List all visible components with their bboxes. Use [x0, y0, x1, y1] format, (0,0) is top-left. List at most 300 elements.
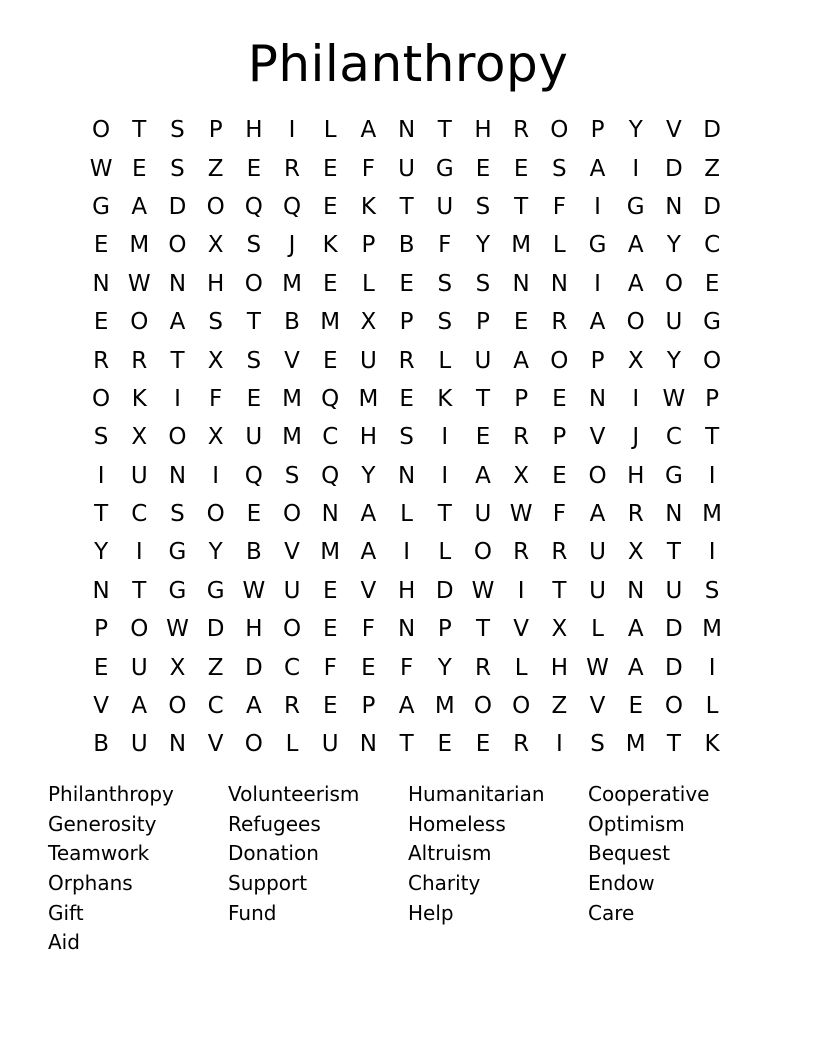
grid-letter: M: [625, 731, 646, 758]
grid-letter: M: [702, 616, 723, 643]
grid-letter: U: [321, 731, 339, 758]
grid-letter: U: [474, 347, 492, 374]
grid-letter: D: [665, 616, 683, 643]
grid-letter: L: [438, 539, 452, 566]
grid-letter: E: [93, 654, 109, 681]
grid-letter: E: [628, 693, 643, 720]
grid-letter: K: [131, 385, 147, 412]
grid-letter: U: [665, 309, 683, 336]
grid-letter: W: [509, 501, 533, 528]
word-list-item: Help: [408, 900, 454, 925]
page-title: Philanthropy: [247, 35, 569, 93]
grid-letter: G: [664, 462, 683, 489]
grid-letter: I: [135, 539, 143, 566]
grid-letter: E: [475, 424, 491, 451]
grid-letter: A: [513, 347, 530, 374]
grid-letter: A: [131, 193, 148, 220]
grid-letter: S: [399, 424, 414, 451]
grid-letter: R: [551, 539, 568, 566]
grid-letter: I: [632, 385, 640, 412]
grid-letter: O: [703, 347, 722, 374]
grid-letter: E: [322, 577, 338, 604]
grid-letter: L: [705, 693, 719, 720]
grid-letter: X: [360, 309, 377, 336]
grid-row: [82, 725, 732, 763]
grid-letter: L: [361, 270, 375, 297]
grid-letter: L: [285, 731, 299, 758]
grid-letter: W: [471, 577, 495, 604]
grid-letter: B: [245, 539, 262, 566]
grid-letter: R: [474, 654, 491, 681]
grid-letter: T: [552, 577, 567, 604]
word-list-item: Optimism: [588, 811, 685, 836]
grid-letter: O: [130, 309, 149, 336]
word-list-item: Altruism: [408, 841, 492, 866]
grid-letter: F: [361, 616, 376, 643]
grid-letter: V: [666, 117, 682, 144]
grid-letter: S: [208, 309, 223, 336]
grid-letter: S: [246, 347, 262, 374]
grid-letter: P: [476, 309, 490, 336]
grid-letter: V: [284, 539, 300, 566]
grid-letter: E: [361, 654, 376, 681]
grid-letter: I: [555, 731, 563, 758]
grid-letter: I: [708, 654, 716, 681]
grid-letter: I: [632, 155, 640, 182]
word-list-item: Aid: [48, 930, 80, 955]
grid-letter: I: [517, 577, 525, 604]
word-list-item: Gift: [48, 900, 84, 925]
grid-letter: W: [586, 654, 609, 681]
grid-letter: I: [441, 424, 449, 451]
grid-letter: M: [282, 385, 302, 412]
grid-letter: E: [437, 731, 453, 758]
grid-letter: N: [665, 193, 683, 220]
grid-letter: B: [93, 731, 109, 758]
grid-letter: U: [130, 731, 148, 758]
grid-letter: O: [168, 693, 187, 720]
grid-letter: U: [283, 577, 301, 604]
grid-letter: N: [512, 270, 530, 297]
grid-letter: J: [288, 232, 296, 259]
grid-letter: O: [244, 270, 263, 297]
grid-letter: N: [397, 616, 416, 643]
grid-row: [82, 495, 732, 533]
grid-letter: A: [589, 155, 606, 182]
grid-letter: S: [552, 155, 567, 182]
grid-letter: U: [665, 577, 683, 604]
grid-row: [82, 457, 732, 495]
grid-letter: C: [665, 424, 682, 451]
grid-letter: N: [359, 731, 378, 758]
grid-letter: Y: [94, 539, 109, 566]
grid-letter: G: [703, 309, 721, 336]
grid-letter: G: [92, 193, 110, 220]
grid-letter: E: [513, 155, 529, 182]
grid-letter: Z: [207, 654, 224, 681]
grid-letter: R: [513, 539, 530, 566]
grid-letter: O: [168, 424, 187, 451]
grid-letter: N: [168, 731, 187, 758]
grid-letter: D: [703, 193, 721, 220]
grid-letter: N: [397, 462, 416, 489]
grid-letter: A: [627, 616, 644, 643]
grid-letter: D: [168, 193, 187, 220]
grid-row: [82, 303, 732, 341]
grid-letter: X: [169, 654, 186, 681]
grid-letter: H: [474, 117, 492, 144]
grid-letter: T: [666, 539, 681, 566]
grid-letter: S: [704, 577, 720, 604]
grid-letter: N: [168, 270, 187, 297]
grid-letter: O: [92, 385, 111, 412]
grid-letter: D: [703, 117, 721, 144]
grid-letter: P: [94, 616, 109, 643]
grid-letter: O: [206, 193, 225, 220]
grid-letter: M: [358, 385, 379, 412]
grid-letter: H: [207, 270, 225, 297]
grid-letter: U: [359, 347, 377, 374]
grid-letter: V: [93, 693, 109, 720]
grid-letter: T: [705, 424, 720, 451]
grid-letter: Y: [361, 462, 376, 489]
word-list-item: Teamwork: [48, 841, 150, 866]
grid-letter: E: [246, 385, 262, 412]
grid-letter: A: [589, 501, 606, 528]
word-list-item: Care: [588, 900, 635, 925]
grid-letter: U: [130, 654, 148, 681]
grid-letter: T: [437, 501, 452, 528]
grid-letter: P: [399, 309, 414, 336]
grid-letter: R: [284, 693, 301, 720]
grid-letter: O: [282, 616, 302, 643]
word-list-item: Philanthropy: [48, 782, 174, 806]
grid-letter: E: [322, 693, 338, 720]
grid-letter: V: [589, 693, 606, 720]
word-list-item: Support: [228, 871, 308, 896]
grid-letter: H: [359, 424, 378, 451]
grid-letter: C: [284, 654, 301, 681]
grid-letter: Z: [207, 155, 224, 182]
grid-letter: X: [207, 232, 224, 259]
grid-letter: A: [131, 693, 148, 720]
grid-letter: M: [282, 424, 302, 451]
grid-letter: M: [320, 309, 341, 336]
grid-letter: E: [399, 385, 414, 412]
grid-letter: S: [170, 501, 185, 528]
grid-letter: T: [132, 577, 147, 604]
grid-letter: X: [627, 347, 644, 374]
grid-letter: E: [399, 270, 414, 297]
grid-letter: Q: [244, 462, 263, 489]
grid-letter: X: [627, 539, 644, 566]
grid-row: [82, 687, 732, 725]
grid-letter: A: [627, 232, 644, 259]
grid-letter: B: [284, 309, 300, 336]
grid-letter: O: [588, 462, 607, 489]
grid-letter: F: [323, 654, 337, 681]
grid-letter: R: [93, 347, 110, 374]
grid-letter: Y: [208, 539, 223, 566]
grid-letter: R: [513, 117, 530, 144]
word-list-item: Bequest: [588, 841, 670, 866]
letter-grid: [82, 111, 732, 764]
grid-letter: E: [513, 309, 529, 336]
grid-letter: E: [475, 731, 491, 758]
grid-letter: R: [627, 501, 644, 528]
grid-letter: K: [704, 731, 720, 758]
grid-letter: X: [513, 462, 530, 489]
grid-letter: T: [246, 309, 261, 336]
grid-letter: L: [438, 347, 452, 374]
grid-letter: A: [245, 693, 262, 720]
grid-letter: Y: [666, 347, 681, 374]
grid-letter: U: [398, 155, 416, 182]
grid-letter: M: [282, 270, 302, 297]
grid-letter: I: [441, 462, 449, 489]
grid-letter: V: [589, 424, 606, 451]
grid-letter: R: [398, 347, 415, 374]
grid-letter: P: [552, 424, 567, 451]
grid-letter: O: [664, 270, 683, 297]
grid-letter: P: [590, 117, 605, 144]
grid-row: [82, 648, 732, 686]
grid-letter: O: [130, 616, 149, 643]
grid-letter: S: [246, 232, 262, 259]
grid-letter: B: [398, 232, 415, 259]
grid-letter: R: [284, 155, 301, 182]
word-list: [48, 780, 768, 958]
grid-letter: O: [473, 693, 493, 720]
grid-letter: X: [207, 347, 224, 374]
grid-row: [82, 341, 732, 379]
grid-letter: E: [93, 232, 109, 259]
grid-letter: L: [400, 501, 413, 528]
grid-letter: I: [403, 539, 410, 566]
grid-letter: O: [282, 501, 302, 528]
grid-letter: E: [704, 270, 720, 297]
grid-letter: T: [475, 385, 490, 412]
grid-row: [82, 265, 732, 303]
grid-letter: L: [591, 616, 604, 643]
grid-letter: U: [245, 424, 263, 451]
grid-letter: F: [399, 654, 414, 681]
word-list-item: Charity: [408, 871, 481, 896]
grid-letter: X: [207, 424, 224, 451]
grid-letter: C: [704, 232, 721, 259]
grid-letter: M: [434, 693, 455, 720]
grid-letter: M: [129, 232, 150, 259]
grid-letter: U: [589, 577, 606, 604]
grid-letter: D: [244, 654, 263, 681]
grid-letter: S: [590, 731, 605, 758]
grid-letter: I: [174, 385, 181, 412]
grid-letter: E: [132, 155, 147, 182]
grid-letter: E: [322, 155, 338, 182]
grid-letter: R: [513, 424, 530, 451]
grid-letter: H: [245, 117, 263, 144]
grid-letter: I: [97, 462, 105, 489]
grid-letter: V: [513, 616, 530, 643]
grid-letter: O: [168, 232, 187, 259]
grid-letter: T: [399, 193, 414, 220]
grid-letter: A: [360, 501, 377, 528]
word-list-item: Homeless: [408, 811, 506, 836]
word-list-item: Refugees: [228, 811, 321, 836]
grid-row: [82, 533, 732, 571]
grid-letter: N: [92, 577, 110, 604]
grid-row: [82, 610, 732, 648]
grid-letter: D: [665, 654, 683, 681]
grid-letter: E: [552, 462, 567, 489]
grid-letter: G: [588, 232, 607, 259]
grid-letter: T: [399, 731, 414, 758]
grid-letter: U: [130, 462, 148, 489]
word-list-item: Fund: [228, 900, 277, 925]
grid-letter: F: [361, 155, 376, 182]
grid-letter: L: [552, 232, 566, 259]
grid-letter: N: [550, 270, 568, 297]
grid-letter: O: [664, 693, 683, 720]
grid-letter: M: [511, 232, 532, 259]
grid-letter: A: [589, 309, 606, 336]
grid-row: [82, 188, 732, 226]
grid-letter: E: [475, 155, 491, 182]
grid-letter: G: [168, 539, 187, 566]
grid-letter: P: [590, 347, 605, 374]
grid-letter: Q: [282, 193, 302, 220]
grid-letter: W: [166, 616, 189, 643]
grid-letter: W: [242, 577, 266, 604]
grid-letter: R: [131, 347, 148, 374]
grid-letter: N: [665, 501, 683, 528]
grid-letter: H: [627, 462, 645, 489]
grid-letter: I: [288, 117, 296, 144]
grid-row: [82, 111, 732, 149]
grid-letter: Y: [475, 232, 490, 259]
grid-letter: P: [361, 232, 376, 259]
grid-letter: O: [550, 117, 569, 144]
grid-letter: H: [397, 577, 416, 604]
grid-letter: S: [475, 193, 491, 220]
grid-letter: F: [552, 193, 566, 220]
word-list-item: Cooperative: [588, 782, 710, 806]
grid-letter: S: [170, 117, 185, 144]
grid-letter: K: [437, 385, 453, 412]
grid-letter: P: [208, 117, 223, 144]
grid-letter: Q: [321, 462, 340, 489]
grid-letter: C: [207, 693, 224, 720]
grid-letter: V: [284, 347, 300, 374]
grid-letter: Z: [551, 693, 568, 720]
grid-letter: E: [246, 155, 262, 182]
grid-letter: G: [626, 193, 645, 220]
grid-letter: M: [320, 539, 341, 566]
grid-letter: U: [474, 501, 492, 528]
grid-letter: U: [589, 539, 606, 566]
grid-letter: A: [360, 539, 377, 566]
grid-letter: H: [245, 616, 263, 643]
grid-letter: L: [514, 654, 528, 681]
grid-letter: A: [627, 270, 644, 297]
grid-letter: W: [89, 155, 113, 182]
grid-letter: X: [131, 424, 148, 451]
grid-row: [82, 380, 732, 418]
grid-letter: K: [360, 193, 376, 220]
grid-letter: T: [475, 616, 490, 643]
grid-letter: P: [361, 693, 376, 720]
grid-letter: Q: [244, 193, 263, 220]
grid-letter: J: [632, 424, 640, 451]
grid-letter: N: [92, 270, 110, 297]
grid-letter: G: [206, 577, 225, 604]
grid-letter: T: [132, 117, 147, 144]
grid-letter: X: [551, 616, 568, 643]
word-list-item: Donation: [228, 841, 319, 866]
grid-letter: N: [397, 117, 416, 144]
grid-row: [82, 226, 732, 264]
grid-letter: C: [322, 424, 339, 451]
grid-letter: T: [666, 731, 681, 758]
grid-letter: A: [627, 654, 644, 681]
grid-letter: S: [437, 270, 453, 297]
grid-letter: P: [514, 385, 529, 412]
grid-letter: U: [436, 193, 454, 220]
grid-letter: F: [552, 501, 566, 528]
grid-letter: A: [169, 309, 186, 336]
word-list-item: Volunteerism: [228, 782, 360, 806]
grid-letter: R: [513, 731, 530, 758]
grid-letter: F: [209, 385, 223, 412]
grid-letter: I: [594, 193, 601, 220]
grid-letter: D: [665, 155, 683, 182]
grid-letter: O: [206, 501, 225, 528]
grid-letter: E: [552, 385, 567, 412]
grid-letter: N: [588, 385, 607, 412]
grid-letter: I: [594, 270, 601, 297]
grid-row: [82, 572, 732, 610]
grid-letter: T: [514, 193, 529, 220]
word-list-item: Endow: [588, 871, 655, 896]
grid-letter: Z: [704, 155, 720, 182]
grid-letter: R: [551, 309, 568, 336]
word-list-item: Humanitarian: [408, 782, 545, 806]
grid-letter: P: [437, 616, 452, 643]
grid-letter: D: [435, 577, 454, 604]
grid-letter: A: [398, 693, 415, 720]
grid-letter: O: [512, 693, 531, 720]
grid-letter: E: [93, 309, 109, 336]
grid-letter: O: [92, 117, 111, 144]
grid-letter: N: [168, 462, 187, 489]
grid-letter: K: [322, 232, 338, 259]
grid-letter: L: [323, 117, 337, 144]
grid-letter: P: [705, 385, 720, 412]
word-list-item: Orphans: [48, 871, 133, 896]
grid-letter: E: [246, 501, 262, 528]
grid-letter: G: [168, 577, 187, 604]
grid-letter: I: [708, 539, 716, 566]
grid-letter: W: [127, 270, 151, 297]
grid-letter: O: [244, 731, 263, 758]
grid-letter: S: [170, 155, 185, 182]
grid-letter: O: [473, 539, 493, 566]
grid-letter: T: [437, 117, 452, 144]
grid-letter: T: [94, 501, 109, 528]
grid-letter: F: [438, 232, 452, 259]
grid-letter: E: [322, 347, 338, 374]
grid-letter: V: [360, 577, 377, 604]
